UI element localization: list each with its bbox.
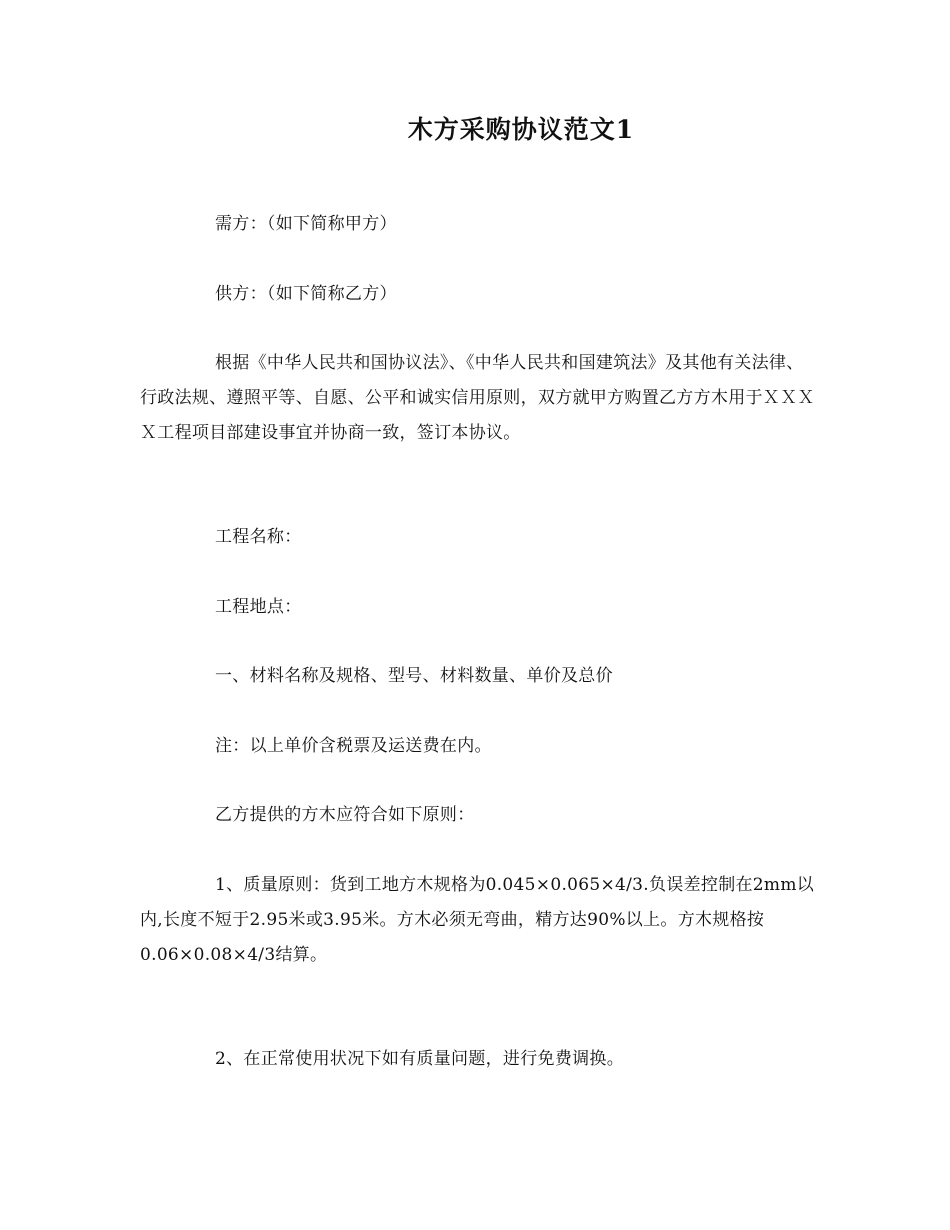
paragraph-standards-intro: 乙方提供的方木应符合如下原则： <box>215 805 475 825</box>
paragraph-quality-standard: 1、质量原则：货到工地方木规格为0.045×0.065×4/3.负误差控制在2mm以内,长度不短于2.95米或3.95米。方木必须无弯曲，精方达90%以上。方木规格按0.06×0.08×4/3结算。 <box>140 875 815 965</box>
paragraph-supplier: 供方：（如下简称乙方） <box>215 284 397 304</box>
paragraph-replacement: 2、在正常使用状况下如有质量问题，进行免费调换。 <box>215 1049 625 1069</box>
document-title: 木方采购协议范文1 <box>407 115 635 144</box>
paragraph-project-location: 工程地点： <box>215 597 302 617</box>
paragraph-buyer: 需方：（如下简称甲方） <box>215 214 397 234</box>
paragraph-project-name: 工程名称： <box>215 527 302 547</box>
paragraph-note: 注：以上单价含税票及运送费在内。 <box>215 736 492 756</box>
paragraph-section-one: 一、材料名称及规格、型号、材料数量、单价及总价 <box>215 666 613 686</box>
paragraph-basis: 根据《中华人民共和国协议法》、《中华人民共和国建筑法》及其他有关法律、行政法规、遵照平等、自愿、公平和诚实信用原则，双方就甲方购置乙方方木用于ＸＸＸＸ工程项目部建设事宜并协商一致，签订本协议。 <box>140 353 815 443</box>
